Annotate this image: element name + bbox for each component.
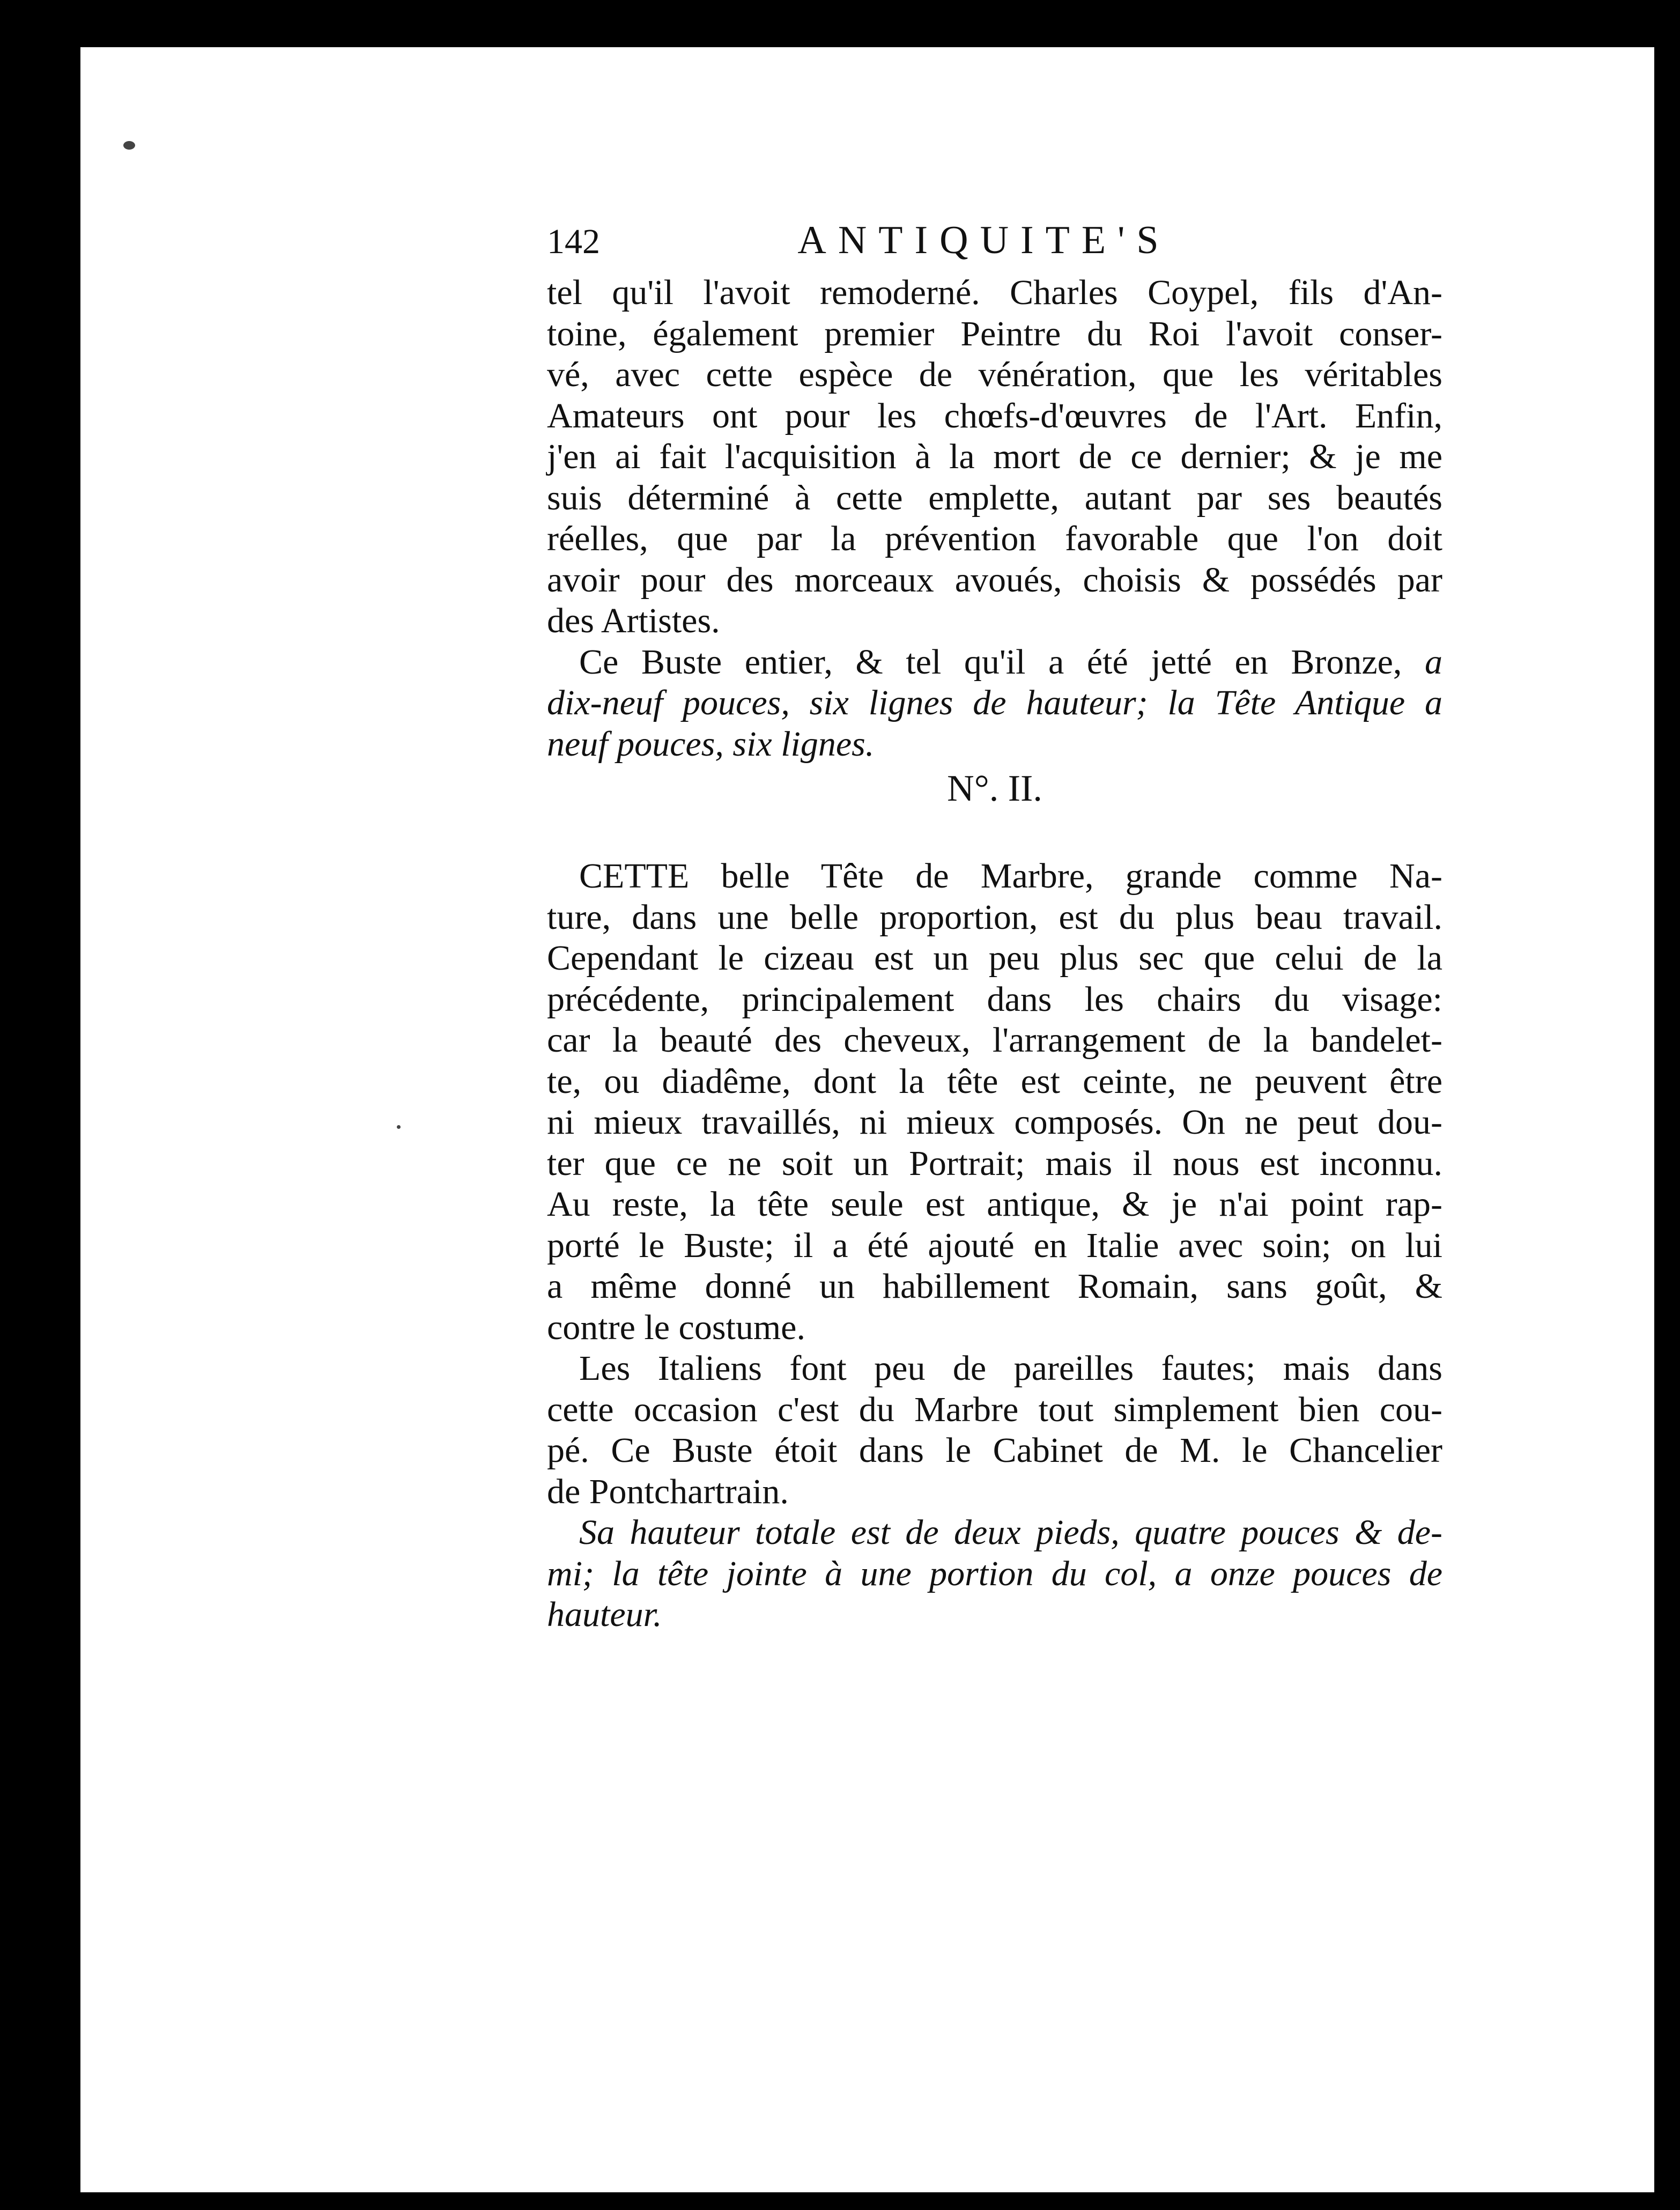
text-line: Les Italiens font peu de pareilles fautes; mais dans (579, 1349, 1442, 1388)
page-number: 142 (547, 222, 600, 261)
paragraph-1 (547, 272, 1442, 642)
text-line: avoir pour des morceaux avoués, choisis & possédés par (547, 560, 1442, 600)
text-line: te, ou diadême, dont la tête est ceinte, ne peuvent être (547, 1061, 1442, 1101)
scan-left-edge (0, 0, 38, 2210)
paragraph-2 (547, 642, 1442, 765)
text-line (547, 642, 1442, 683)
text-line: ture, dans une belle proportion, est du plus beau travail. (547, 897, 1442, 937)
page-text (547, 220, 1442, 1636)
text-line: neuf pouces, six lignes. (547, 724, 875, 764)
text-line: j'en ai fait l'acquisition à la mort de ce dernier; & je me (547, 437, 1442, 476)
text-fragment-italic: a (1425, 642, 1442, 682)
section-heading: N°. II. (947, 768, 1042, 809)
paragraph-3 (547, 856, 1442, 1348)
text-line: porté le Buste; il a été ajouté en Italie avec soin; on lui (547, 1225, 1442, 1265)
running-title: ANTIQUITE'S (797, 218, 1171, 262)
text-line: a même donné un habillement Romain, sans goût, & (547, 1267, 1442, 1306)
text-line: cette occasion c'est du Marbre tout simplement bien cou- (547, 1389, 1442, 1429)
text-fragment: Ce Buste entier, & tel qu'il a été jetté en Bronze, (579, 642, 1402, 682)
text-line: Cependant le cizeau est un peu plus sec que celui de la (547, 938, 1442, 978)
paragraph-5 (547, 1512, 1442, 1636)
text-line: précédente, principalement dans les chairs du visage: (547, 979, 1442, 1019)
text-line: Au reste, la tête seule est antique, & je n'ai point rap- (547, 1185, 1442, 1224)
text-line: vé, avec cette espèce de vénération, que les véritables (547, 355, 1442, 394)
text-line: toine, également premier Peintre du Roi l'avoit conser- (547, 314, 1442, 353)
text-line: car la beauté des cheveux, l'arrangement de la bandelet- (547, 1021, 1442, 1060)
text-line: réelles, que par la prévention favorable que l'on doit (547, 519, 1442, 558)
ink-speck (123, 141, 135, 150)
text-line: suis déterminé à cette emplette, autant par ses beautés (547, 478, 1442, 518)
text-line: Sa hauteur totale est de deux pieds, quatre pouces & de- (579, 1513, 1442, 1552)
text-line: ter que ce ne soit un Portrait; mais il nous est inconnu. (547, 1143, 1442, 1183)
text-line: tel qu'il l'avoit remoderné. Charles Coypel, fils d'An- (547, 273, 1442, 312)
text-line: hauteur. (547, 1595, 662, 1634)
ink-speck (397, 1125, 401, 1129)
text-line: des Artistes. (547, 601, 720, 640)
text-line: de Pontchartrain. (547, 1472, 789, 1511)
text-line: contre le costume. (547, 1307, 805, 1347)
text-line: Amateurs ont pour les chœfs-d'œuvres de l'Art. Enfin, (547, 396, 1442, 435)
text-line: ni mieux travaillés, ni mieux composés. On ne peut dou- (547, 1103, 1442, 1142)
text-line: pé. Ce Buste étoit dans le Cabinet de M. le Chancelier (547, 1431, 1442, 1470)
paragraph-4 (547, 1348, 1442, 1512)
running-head (547, 220, 1442, 268)
text-line: CETTE belle Tête de Marbre, grande comme Na- (579, 856, 1442, 896)
text-line: mi; la tête jointe à une portion du col, a onze pouces de (547, 1554, 1442, 1593)
text-line: dix-neuf pouces, six lignes de hauteur; la Tête Antique a (547, 683, 1442, 722)
